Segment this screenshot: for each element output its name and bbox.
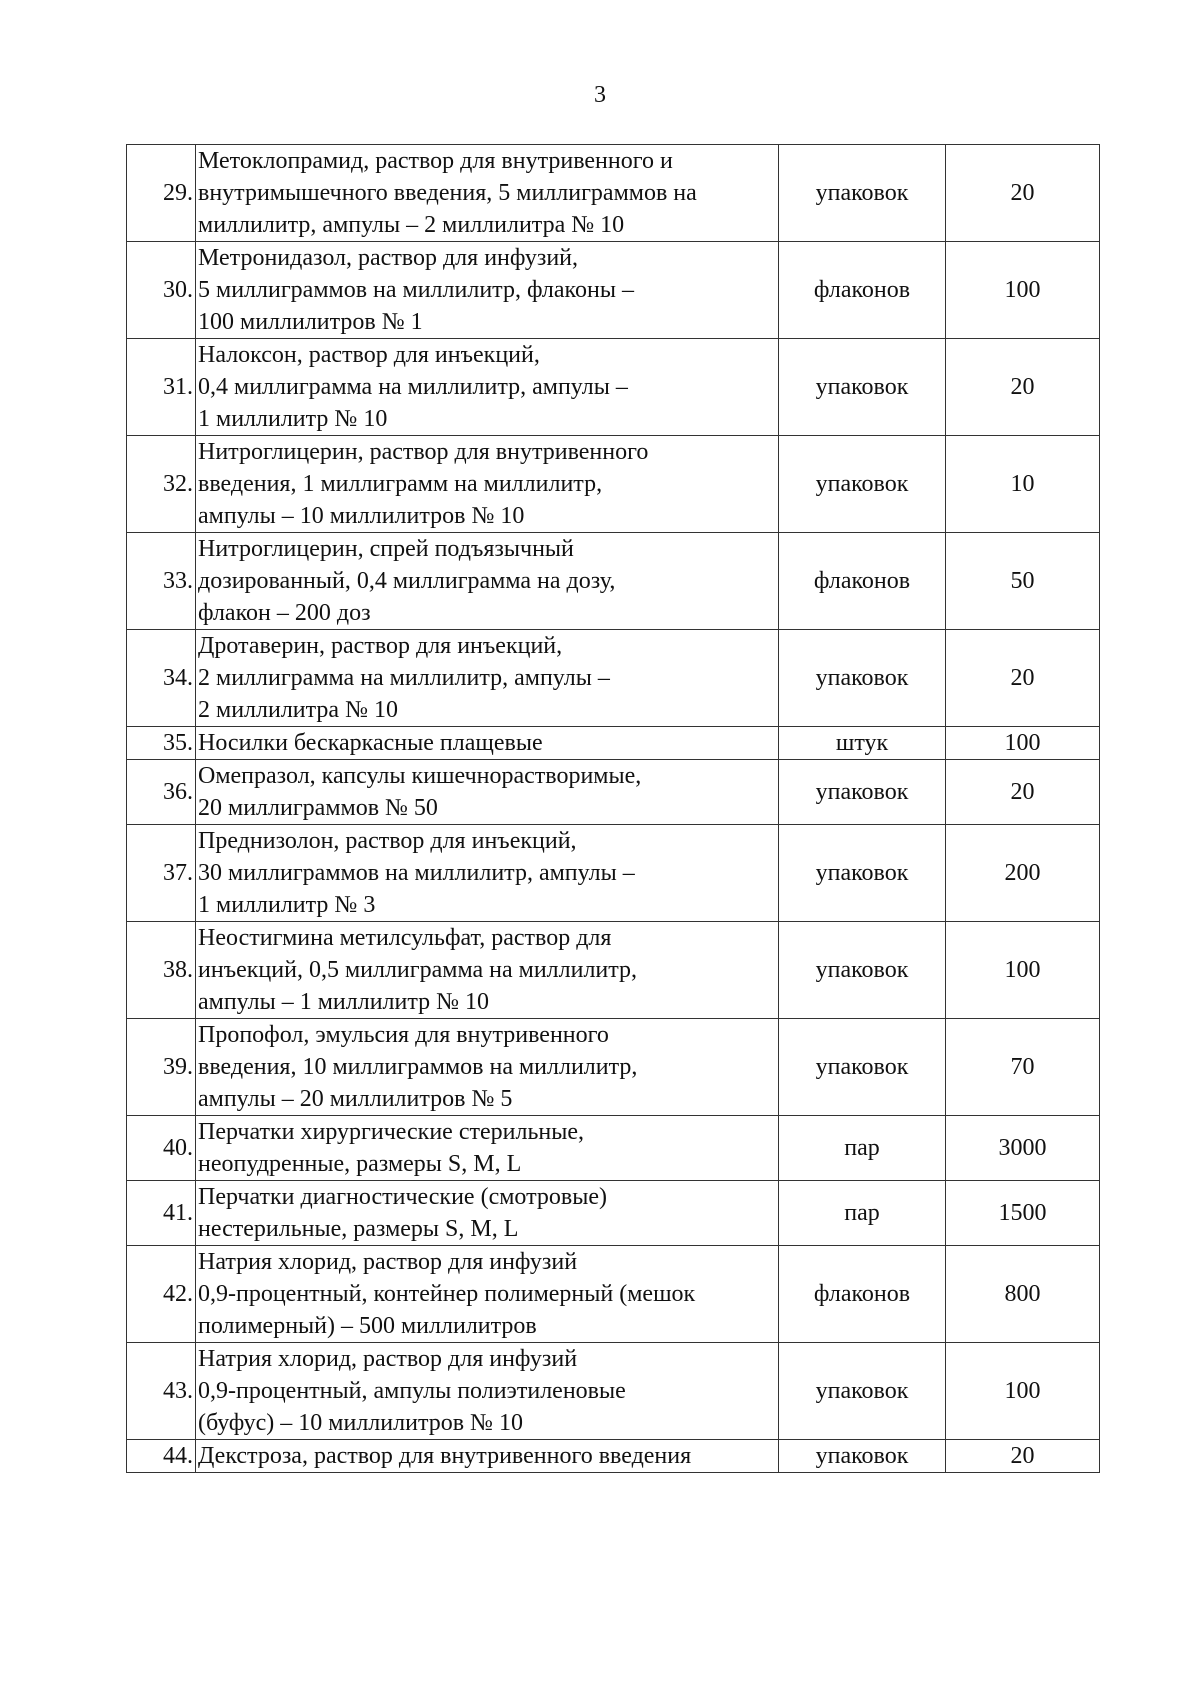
table-row [127, 1246, 1100, 1343]
table-row [127, 1116, 1100, 1181]
item-unit: флаконов [779, 242, 946, 339]
item-unit: упаковок [779, 339, 946, 436]
row-number: 29. [127, 145, 196, 242]
row-number: 37. [127, 825, 196, 922]
row-number: 40. [127, 1116, 196, 1181]
item-description-line: ампулы – 10 миллилитров № 10 [198, 503, 525, 529]
item-description-line: 20 миллиграммов № 50 [198, 795, 438, 821]
item-unit: флаконов [779, 1246, 946, 1343]
table-row [127, 242, 1100, 339]
item-description [196, 825, 779, 922]
item-quantity: 200 [946, 825, 1100, 922]
item-unit: упаковок [779, 630, 946, 727]
item-description-line: введения, 10 миллиграммов на миллилитр, [198, 1054, 638, 1080]
medications-table [126, 144, 1100, 1473]
item-description [196, 339, 779, 436]
item-description-line: дозированный, 0,4 миллиграмма на дозу, [198, 568, 616, 594]
item-quantity: 20 [946, 760, 1100, 825]
table-row [127, 1440, 1100, 1473]
row-number: 31. [127, 339, 196, 436]
table-row [127, 760, 1100, 825]
item-quantity: 100 [946, 242, 1100, 339]
row-number: 42. [127, 1246, 196, 1343]
item-description [196, 533, 779, 630]
item-quantity: 50 [946, 533, 1100, 630]
row-number: 32. [127, 436, 196, 533]
item-quantity: 10 [946, 436, 1100, 533]
row-number: 30. [127, 242, 196, 339]
item-description-line: полимерный) – 500 миллилитров [198, 1313, 537, 1339]
table-row [127, 1181, 1100, 1246]
item-description-line: Метоклопрамид, раствор для внутривенного и [198, 148, 673, 174]
item-description-line: Перчатки хирургические стерильные, [198, 1119, 585, 1145]
table-body [127, 145, 1100, 1473]
item-description-line: нестерильные, размеры S, M, L [198, 1216, 519, 1242]
table-row [127, 630, 1100, 727]
item-quantity: 20 [946, 630, 1100, 727]
item-description-line: Пропофол, эмульсия для внутривенного [198, 1022, 609, 1048]
table-row [127, 727, 1100, 760]
row-number: 43. [127, 1343, 196, 1440]
item-description-line: Натрия хлорид, раствор для инфузий [198, 1249, 578, 1275]
table-row [127, 339, 1100, 436]
item-description-line: внутримышечного введения, 5 миллиграммов на [198, 180, 697, 206]
item-quantity: 70 [946, 1019, 1100, 1116]
item-quantity: 800 [946, 1246, 1100, 1343]
item-description [196, 242, 779, 339]
page-number: 3 [594, 82, 606, 108]
item-description-line: (буфус) – 10 миллилитров № 10 [198, 1410, 523, 1436]
item-description-line: Декстроза, раствор для внутривенного введения [198, 1443, 692, 1469]
item-description-line: 100 миллилитров № 1 [198, 309, 423, 335]
item-description-line: 2 миллиграмма на миллилитр, ампулы – [198, 665, 610, 691]
item-description [196, 630, 779, 727]
item-quantity: 20 [946, 339, 1100, 436]
item-description-line: миллилитр, ампулы – 2 миллилитра № 10 [198, 212, 625, 238]
item-description-line: Перчатки диагностические (смотровые) [198, 1184, 607, 1210]
item-description-line: 1 миллилитр № 10 [198, 406, 388, 432]
item-description-line: Носилки бескаркасные плащевые [198, 730, 543, 756]
item-unit: пар [779, 1116, 946, 1181]
item-description-line: инъекций, 0,5 миллиграмма на миллилитр, [198, 957, 638, 983]
item-description-line: Нитроглицерин, раствор для внутривенного [198, 439, 649, 465]
item-description [196, 727, 779, 760]
item-description-line: Дротаверин, раствор для инъекций, [198, 633, 563, 659]
table-row [127, 922, 1100, 1019]
item-quantity: 100 [946, 1343, 1100, 1440]
row-number: 34. [127, 630, 196, 727]
item-unit: штук [779, 727, 946, 760]
item-description [196, 1181, 779, 1246]
table-row [127, 436, 1100, 533]
item-description [196, 1246, 779, 1343]
item-quantity: 3000 [946, 1116, 1100, 1181]
item-unit: упаковок [779, 145, 946, 242]
item-description-line: Преднизолон, раствор для инъекций, [198, 828, 577, 854]
item-description-line: 0,9-процентный, ампулы полиэтиленовые [198, 1378, 626, 1404]
table-row [127, 533, 1100, 630]
item-description-line: Нитроглицерин, спрей подъязычный [198, 536, 574, 562]
item-unit: упаковок [779, 1019, 946, 1116]
item-description [196, 145, 779, 242]
item-quantity: 20 [946, 145, 1100, 242]
item-description-line: ампулы – 20 миллилитров № 5 [198, 1086, 513, 1112]
item-description-line: неопудренные, размеры S, M, L [198, 1151, 522, 1177]
item-quantity: 1500 [946, 1181, 1100, 1246]
item-description-line: 30 миллиграммов на миллилитр, ампулы – [198, 860, 635, 886]
item-unit: упаковок [779, 436, 946, 533]
item-description-line: 0,4 миллиграмма на миллилитр, ампулы – [198, 374, 628, 400]
item-description-line: введения, 1 миллиграмм на миллилитр, [198, 471, 603, 497]
table-row [127, 825, 1100, 922]
row-number: 36. [127, 760, 196, 825]
item-unit: упаковок [779, 1440, 946, 1473]
item-description-line: Неостигмина метилсульфат, раствор для [198, 925, 612, 951]
item-quantity: 100 [946, 727, 1100, 760]
item-description-line: флакон – 200 доз [198, 600, 371, 626]
table-row [127, 1019, 1100, 1116]
item-unit: флаконов [779, 533, 946, 630]
item-description [196, 1343, 779, 1440]
item-description-line: Натрия хлорид, раствор для инфузий [198, 1346, 578, 1372]
item-description-line: ампулы – 1 миллилитр № 10 [198, 989, 490, 1015]
item-unit: упаковок [779, 760, 946, 825]
row-number: 38. [127, 922, 196, 1019]
item-description [196, 922, 779, 1019]
item-quantity: 20 [946, 1440, 1100, 1473]
item-quantity: 100 [946, 922, 1100, 1019]
item-description [196, 436, 779, 533]
item-description-line: 2 миллилитра № 10 [198, 697, 398, 723]
item-unit: упаковок [779, 1343, 946, 1440]
item-description [196, 1116, 779, 1181]
item-unit: упаковок [779, 922, 946, 1019]
item-description-line: Налоксон, раствор для инъекций, [198, 342, 540, 368]
row-number: 44. [127, 1440, 196, 1473]
item-description-line: Метронидазол, раствор для инфузий, [198, 245, 579, 271]
item-description [196, 760, 779, 825]
item-unit: пар [779, 1181, 946, 1246]
item-description [196, 1019, 779, 1116]
item-description-line: 1 миллилитр № 3 [198, 892, 376, 918]
row-number: 41. [127, 1181, 196, 1246]
item-description-line: 0,9-процентный, контейнер полимерный (мешок [198, 1281, 696, 1307]
row-number: 39. [127, 1019, 196, 1116]
table-row [127, 1343, 1100, 1440]
item-description [196, 1440, 779, 1473]
item-description-line: 5 миллиграммов на миллилитр, флаконы – [198, 277, 634, 303]
item-description-line: Омепразол, капсулы кишечнорастворимые, [198, 763, 642, 789]
table-row [127, 145, 1100, 242]
item-unit: упаковок [779, 825, 946, 922]
row-number: 33. [127, 533, 196, 630]
row-number: 35. [127, 727, 196, 760]
